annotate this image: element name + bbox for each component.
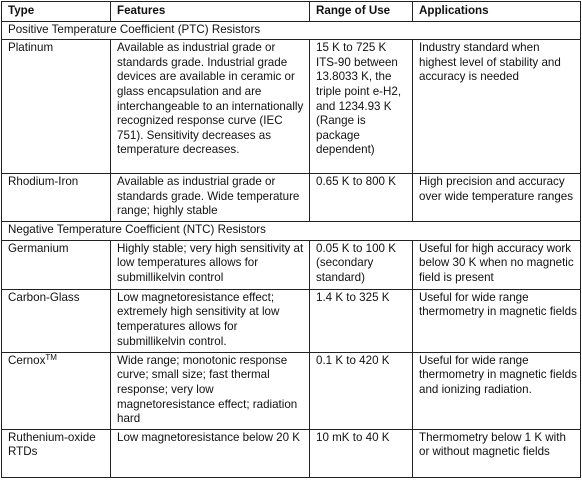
section-title-ntc: Negative Temperature Coefficient (NTC) Resistors xyxy=(2,222,581,241)
cell-features: Low magnetoresistance below 20 K xyxy=(111,429,310,477)
cell-range: 1.4 K to 325 K xyxy=(310,289,413,352)
table-row xyxy=(2,289,581,352)
cell-features: Wide range; monotonic response curve; small size; fast thermal response; very low magnetoresistance effect; radiation hard xyxy=(111,352,310,429)
cell-type: Germanium xyxy=(2,240,111,289)
cell-range: 0.1 K to 420 K xyxy=(310,352,413,429)
cell-applications: Thermometry below 1 K with or without magnetic fields xyxy=(413,429,581,477)
table-row xyxy=(2,40,581,174)
cell-applications: High precision and accuracy over wide temperature ranges xyxy=(413,174,581,222)
cell-applications: Industry standard when highest level of stability and accuracy is needed xyxy=(413,40,581,174)
trademark-superscript: TM xyxy=(45,352,57,362)
cell-features: Highly stable; very high sensitivity at low temperatures allows for submillikelvin control xyxy=(111,240,310,289)
cell-features: Low magnetoresistance effect; extremely high sensitivity at low temperatures allows for submillikelvin control. xyxy=(111,289,310,352)
cell-applications: Useful for wide range thermometry in magnetic fields and ionizing radiation. xyxy=(413,352,581,429)
cell-features: Available as industrial grade or standards grade. Wide temperature range; highly stable xyxy=(111,174,310,222)
cell-type-name: Cernox xyxy=(8,353,46,367)
cell-range: 0.05 K to 100 K (secondary standard) xyxy=(310,240,413,289)
cell-applications: Useful for wide range thermometry in magnetic fields xyxy=(413,289,581,352)
cell-type: Ruthenium-oxide RTDs xyxy=(2,429,111,477)
cell-features: Available as industrial grade or standards grade. Industrial grade devices are available in ceramic or glass encapsulation and are interchangeable to an internationally recognized response curve (IEC 751). Sensitivity decreases as temperature decreases. xyxy=(111,40,310,174)
header-type: Type xyxy=(2,2,111,22)
cell-type: Rhodium-Iron xyxy=(2,174,111,222)
cell-range: 15 K to 725 K ITS-90 between 13.8033 K, the triple point e-H2, and 1234.93 K (Range is package dependent) xyxy=(310,40,413,174)
section-row-ptc xyxy=(2,21,581,40)
resistor-sensor-table xyxy=(1,1,581,478)
cell-range: 0.65 K to 800 K xyxy=(310,174,413,222)
table-row xyxy=(2,174,581,222)
table-row xyxy=(2,429,581,477)
table-header-row xyxy=(2,2,581,22)
section-row-ntc xyxy=(2,222,581,241)
cell-range: 10 mK to 40 K xyxy=(310,429,413,477)
header-features: Features xyxy=(111,2,310,22)
header-range-of-use: Range of Use xyxy=(310,2,413,22)
cell-type: Carbon-Glass xyxy=(2,289,111,352)
cell-applications: Useful for high accuracy work below 30 K when no magnetic field is present xyxy=(413,240,581,289)
header-applications: Applications xyxy=(413,2,581,22)
document-page xyxy=(1,1,581,479)
table-row xyxy=(2,240,581,289)
cell-type: Platinum xyxy=(2,40,111,174)
section-title-ptc: Positive Temperature Coefficient (PTC) Resistors xyxy=(2,21,581,40)
cell-type xyxy=(2,352,111,429)
table-row xyxy=(2,352,581,429)
